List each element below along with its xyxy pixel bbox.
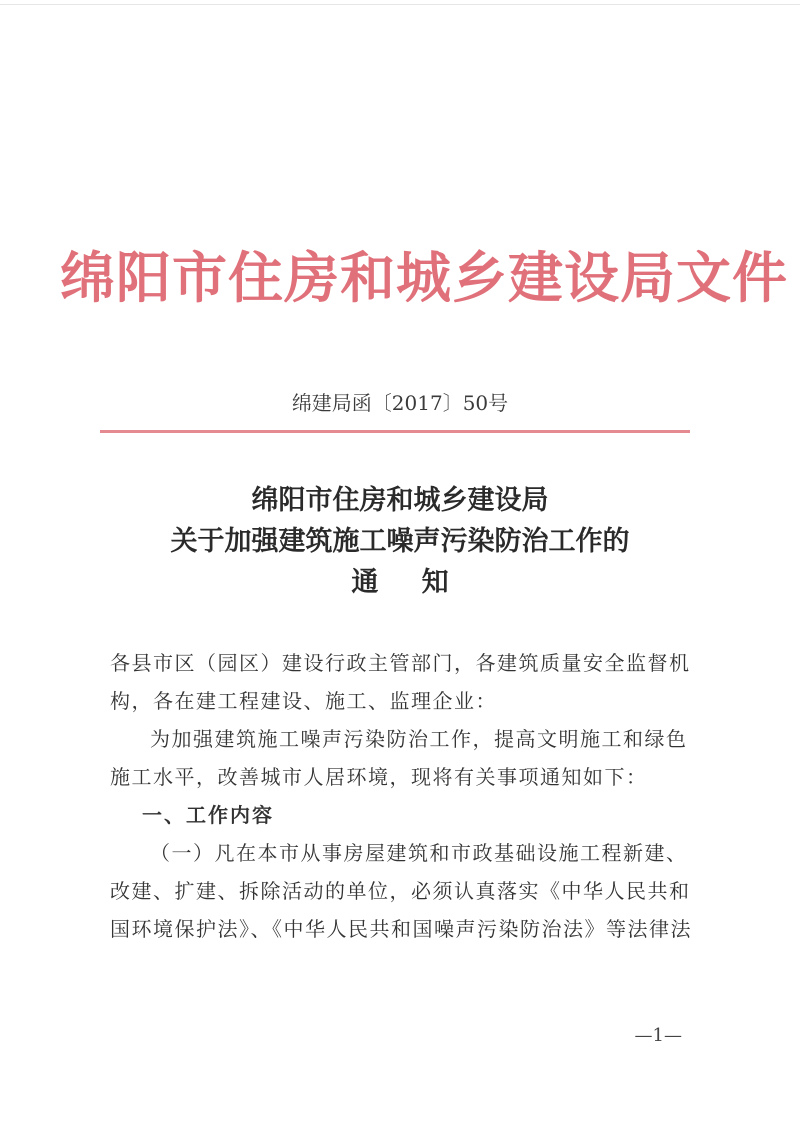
document-body [110, 644, 700, 948]
issuer-header: 绵阳市住房和城乡建设局文件 [60, 246, 789, 310]
title-line-subject: 关于加强建筑施工噪声污染防治工作的 [170, 526, 630, 557]
document-title [0, 480, 800, 603]
document-number: 绵建局函〔2017〕50号 [291, 391, 509, 415]
title-line-issuer: 绵阳市住房和城乡建设局 [251, 485, 549, 516]
section1-item1-paragraph: （一）凡在本市从事房屋建筑和市政基础设施工程新建、改建、扩建、拆除活动的单位，必须认真落实《中华人民共和国环境保护法》、《中华人民共和国噪声污染防治法》等法律法 [110, 841, 692, 941]
scan-edge-line [0, 4, 800, 5]
section-heading-work-content: 一、工作内容 [142, 803, 274, 827]
intro-paragraph: 为加强建筑施工噪声污染防治工作，提高文明施工和绿色施工水平，改善城市人居环境，现将有关事项通知如下： [110, 727, 688, 789]
page-number: —1— [634, 1025, 682, 1046]
red-divider-rule [100, 430, 690, 433]
title-line-notice: 通知 [351, 567, 492, 598]
recipients-paragraph: 各县市区（园区）建设行政主管部门，各建筑质量安全监督机构，各在建工程建设、施工、监理企业： [110, 651, 691, 713]
